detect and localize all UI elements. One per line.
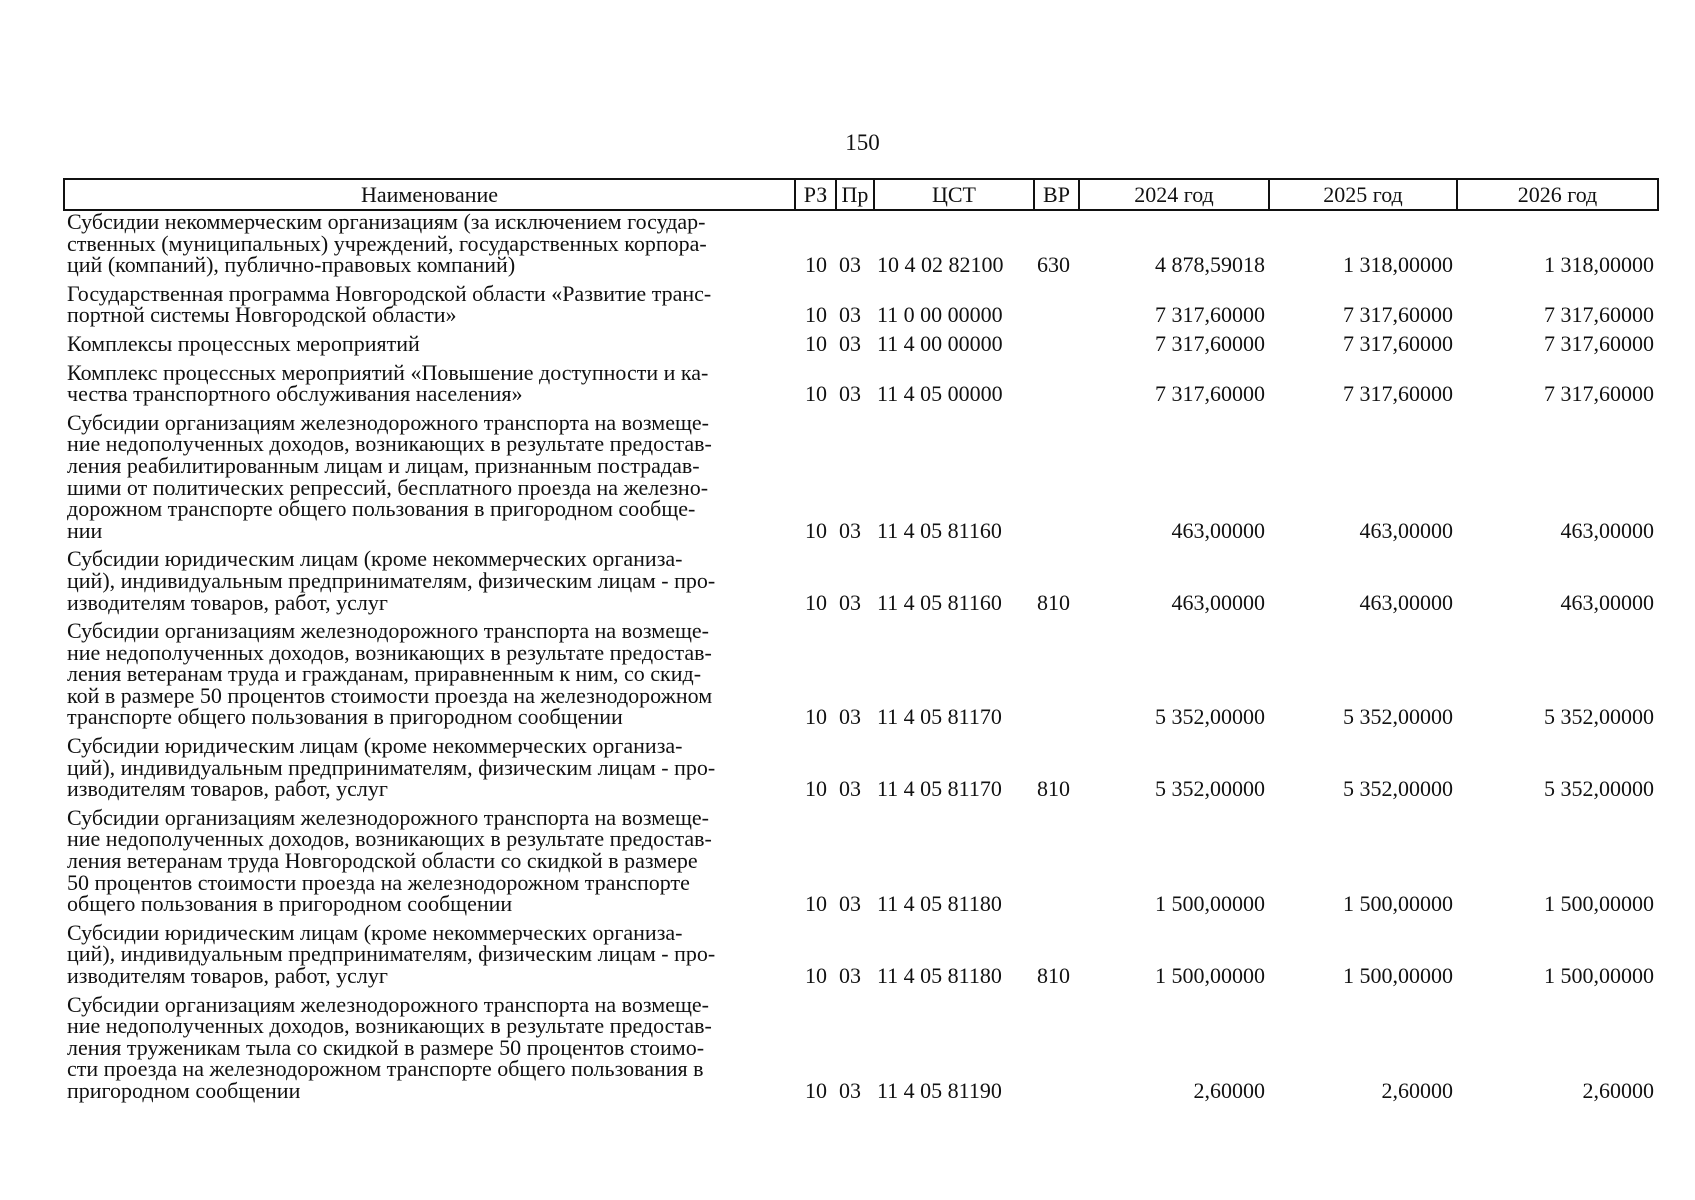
cell-name (64, 359, 795, 412)
cell-name-line: изводителям товаров, работ, услуг (67, 776, 388, 802)
cell-name (64, 330, 795, 362)
table-row (64, 283, 1658, 333)
cell-rz: 10 (805, 589, 827, 615)
cell-name-line: ления ветеранам труда и гражданам, приравненным к ним, со скид- (67, 661, 702, 687)
header-2024: 2024 год (1079, 179, 1269, 210)
cell-2025: 463,00000 (1359, 589, 1453, 615)
cell-pr: 03 (839, 704, 861, 730)
cell-2025: 5 352,00000 (1343, 704, 1453, 730)
cell-vr (1034, 362, 1079, 412)
cell-2026: 5 352,00000 (1544, 704, 1654, 730)
cell-2024: 5 352,00000 (1155, 776, 1265, 802)
cell-name-line: портной системы Новгородской области» (67, 302, 457, 328)
cell-rz: 10 (805, 330, 827, 356)
cell-pr: 03 (839, 302, 861, 328)
cell-name-line: ние недополученных доходов, возникающих в результате предостав- (67, 639, 712, 665)
table-row (64, 210, 1658, 283)
cell-name-line: Субсидии организациям железнодорожного транспорта на возмеще- (67, 804, 709, 830)
cell-vr: 810 (1037, 589, 1070, 615)
cell-name (64, 210, 795, 283)
header-cst: ЦСТ (874, 179, 1034, 210)
header-2025: 2025 год (1269, 179, 1457, 210)
cell-vr (1034, 994, 1079, 1109)
cell-name (64, 804, 795, 922)
cell-cst: 11 0 00 00000 (877, 302, 1003, 328)
table-row (64, 362, 1658, 412)
table-row (64, 620, 1658, 735)
cell-name-line: ственных (муниципальных) учреждений, государственных корпора- (67, 230, 707, 256)
cell-name-line: ций), индивидуальным предпринимателям, физическим лицам - про- (67, 754, 716, 780)
cell-name (64, 919, 795, 994)
table-row (64, 412, 1658, 549)
cell-name (64, 620, 795, 735)
cell-rz: 10 (805, 381, 827, 407)
cell-name-line: Субсидии организациям железнодорожного транспорта на возмеще- (67, 618, 709, 644)
cell-name-line: транспорте общего пользования в пригородном сообщении (67, 704, 623, 730)
cell-cst: 11 4 05 81170 (877, 776, 1002, 802)
cell-2025: 2,60000 (1381, 1077, 1453, 1103)
cell-name-line: Субсидии юридическим лицам (кроме некоммерческих организа- (67, 733, 683, 759)
cell-name-line: чества транспортного обслуживания населения» (67, 381, 523, 407)
page-number: 150 (845, 130, 880, 155)
cell-cst: 11 4 05 81180 (877, 891, 1002, 917)
cell-2026: 2,60000 (1582, 1077, 1654, 1103)
cell-name-line: ние недополученных доходов, возникающих в результате предостав- (67, 431, 712, 457)
cell-2026: 7 317,60000 (1544, 381, 1654, 407)
cell-name-line: пригородном сообщении (67, 1077, 301, 1103)
cell-2025: 463,00000 (1359, 517, 1453, 543)
cell-pr: 03 (839, 891, 861, 917)
table-header (64, 179, 1658, 210)
cell-name-line: ций), индивидуальным предпринимателям, физическим лицам - про- (67, 941, 716, 967)
header-name: Наименование (64, 179, 795, 210)
cell-name-line: изводителям товаров, работ, услуг (67, 589, 388, 615)
cell-name-line: ления труженикам тыла со скидкой в размере 50 процентов стоимо- (67, 1034, 705, 1060)
cell-2024: 7 317,60000 (1155, 381, 1265, 407)
cell-rz: 10 (805, 517, 827, 543)
cell-2024: 5 352,00000 (1155, 704, 1265, 730)
cell-vr (1034, 412, 1079, 549)
cell-pr: 03 (839, 381, 861, 407)
cell-name-line: Субсидии юридическим лицам (кроме некоммерческих организа- (67, 919, 683, 945)
cell-rz: 10 (805, 704, 827, 730)
cell-name-line: ций (компаний), публично-правовых компаний) (67, 252, 516, 278)
cell-2025: 5 352,00000 (1343, 776, 1453, 802)
cell-cst: 11 4 05 81180 (877, 963, 1002, 988)
cell-2024: 7 317,60000 (1155, 330, 1265, 356)
cell-2025: 7 317,60000 (1343, 330, 1453, 356)
cell-cst: 11 4 00 00000 (877, 330, 1003, 356)
table-row (64, 922, 1658, 994)
cell-2024: 1 500,00000 (1155, 891, 1265, 917)
cell-2026: 1 500,00000 (1544, 891, 1654, 917)
header-vr: ВР (1034, 179, 1079, 210)
cell-pr: 03 (839, 517, 861, 543)
cell-pr: 03 (839, 252, 861, 278)
cell-2025: 1 500,00000 (1343, 891, 1453, 917)
cell-cst: 11 4 05 81160 (877, 517, 1002, 543)
cell-cst: 10 4 02 82100 (877, 252, 1004, 278)
budget-table (63, 178, 1659, 1109)
cell-name (64, 548, 795, 620)
cell-vr: 810 (1037, 963, 1070, 988)
cell-name-line: Комплексы процессных мероприятий (67, 330, 420, 356)
cell-2025: 1 500,00000 (1343, 963, 1453, 988)
cell-2026: 7 317,60000 (1544, 302, 1654, 328)
cell-2026: 463,00000 (1560, 589, 1654, 615)
cell-name-line: дорожном транспорте общего пользования в пригородном сообще- (67, 496, 696, 522)
cell-rz: 10 (805, 963, 827, 988)
cell-name-line: Субсидии некоммерческим организациям (за исключением государ- (67, 209, 706, 234)
cell-name-line: изводителям товаров, работ, услуг (67, 963, 388, 988)
table-row (64, 994, 1658, 1109)
cell-2025: 7 317,60000 (1343, 381, 1453, 407)
cell-rz: 10 (805, 1077, 827, 1103)
cell-pr: 03 (839, 1077, 861, 1103)
cell-name (64, 280, 795, 333)
cell-name-line: шими от политических репрессий, бесплатного проезда на железно- (67, 474, 709, 500)
cell-name-line: ций), индивидуальным предпринимателям, физическим лицам - про- (67, 567, 716, 593)
cell-2024: 463,00000 (1171, 517, 1265, 543)
cell-rz: 10 (805, 302, 827, 328)
header-pr: Пр (836, 179, 874, 210)
cell-pr: 03 (839, 963, 861, 988)
cell-2024: 1 500,00000 (1155, 963, 1265, 988)
cell-rz: 10 (805, 776, 827, 802)
cell-2025: 1 318,00000 (1343, 252, 1453, 278)
cell-2026: 7 317,60000 (1544, 330, 1654, 356)
cell-cst: 11 4 05 81160 (877, 589, 1002, 615)
cell-2024: 4 878,59018 (1155, 252, 1265, 278)
cell-2024: 7 317,60000 (1155, 302, 1265, 328)
cell-2025: 7 317,60000 (1343, 302, 1453, 328)
cell-name (64, 409, 795, 549)
header-row (64, 179, 1658, 210)
cell-name-line: ления ветеранам труда Новгородской области со скидкой в размере (67, 848, 698, 874)
table-row (64, 735, 1658, 807)
cell-name-line: Субсидии юридическим лицам (кроме некоммерческих организа- (67, 546, 683, 572)
cell-name (64, 735, 795, 807)
cell-cst: 11 4 05 00000 (877, 381, 1003, 407)
cell-rz: 10 (805, 891, 827, 917)
cell-vr: 810 (1037, 776, 1070, 802)
cell-vr: 630 (1037, 252, 1070, 278)
cell-2026: 463,00000 (1560, 517, 1654, 543)
table-row (64, 548, 1658, 620)
cell-name-line: общего пользования в пригородном сообщении (67, 891, 513, 917)
cell-name-line: ления реабилитированным лицам и лицам, признанным пострадав- (67, 452, 700, 478)
cell-name-line: Субсидии организациям железнодорожного транспорта на возмеще- (67, 991, 709, 1017)
cell-name-line: нии (67, 517, 103, 543)
cell-pr: 03 (839, 589, 861, 615)
cell-pr: 03 (839, 776, 861, 802)
cell-2026: 1 500,00000 (1544, 963, 1654, 988)
cell-cst: 11 4 05 81190 (877, 1077, 1002, 1103)
header-rz: РЗ (795, 179, 836, 210)
cell-name-line: сти проезда на железнодорожном транспорте общего пользования в (67, 1056, 704, 1082)
cell-name-line: Субсидии организациям железнодорожного транспорта на возмеще- (67, 409, 709, 435)
cell-name-line: ние недополученных доходов, возникающих в результате предостав- (67, 1013, 712, 1039)
table-row (64, 807, 1658, 922)
cell-name-line: Государственная программа Новгородской области «Развитие транс- (67, 280, 712, 306)
cell-pr: 03 (839, 330, 861, 356)
cell-vr (1034, 807, 1079, 922)
header-2026: 2026 год (1457, 179, 1658, 210)
cell-name-line: 50 процентов стоимости проезда на железнодорожном транспорте (67, 869, 690, 895)
cell-2024: 2,60000 (1193, 1077, 1265, 1103)
cell-2026: 5 352,00000 (1544, 776, 1654, 802)
cell-2026: 1 318,00000 (1544, 252, 1654, 278)
table-body (64, 210, 1658, 1109)
cell-vr (1034, 283, 1079, 333)
table-row (64, 333, 1658, 362)
cell-cst: 11 4 05 81170 (877, 704, 1002, 730)
cell-name (64, 991, 795, 1109)
cell-2024: 463,00000 (1171, 589, 1265, 615)
cell-rz: 10 (805, 252, 827, 278)
cell-name-line: ние недополученных доходов, возникающих в результате предостав- (67, 826, 712, 852)
cell-name-line: Комплекс процессных мероприятий «Повышение доступности и ка- (67, 359, 709, 385)
cell-vr (1034, 333, 1079, 362)
cell-name-line: кой в размере 50 процентов стоимости проезда на железнодорожном (67, 682, 713, 708)
cell-vr (1034, 620, 1079, 735)
